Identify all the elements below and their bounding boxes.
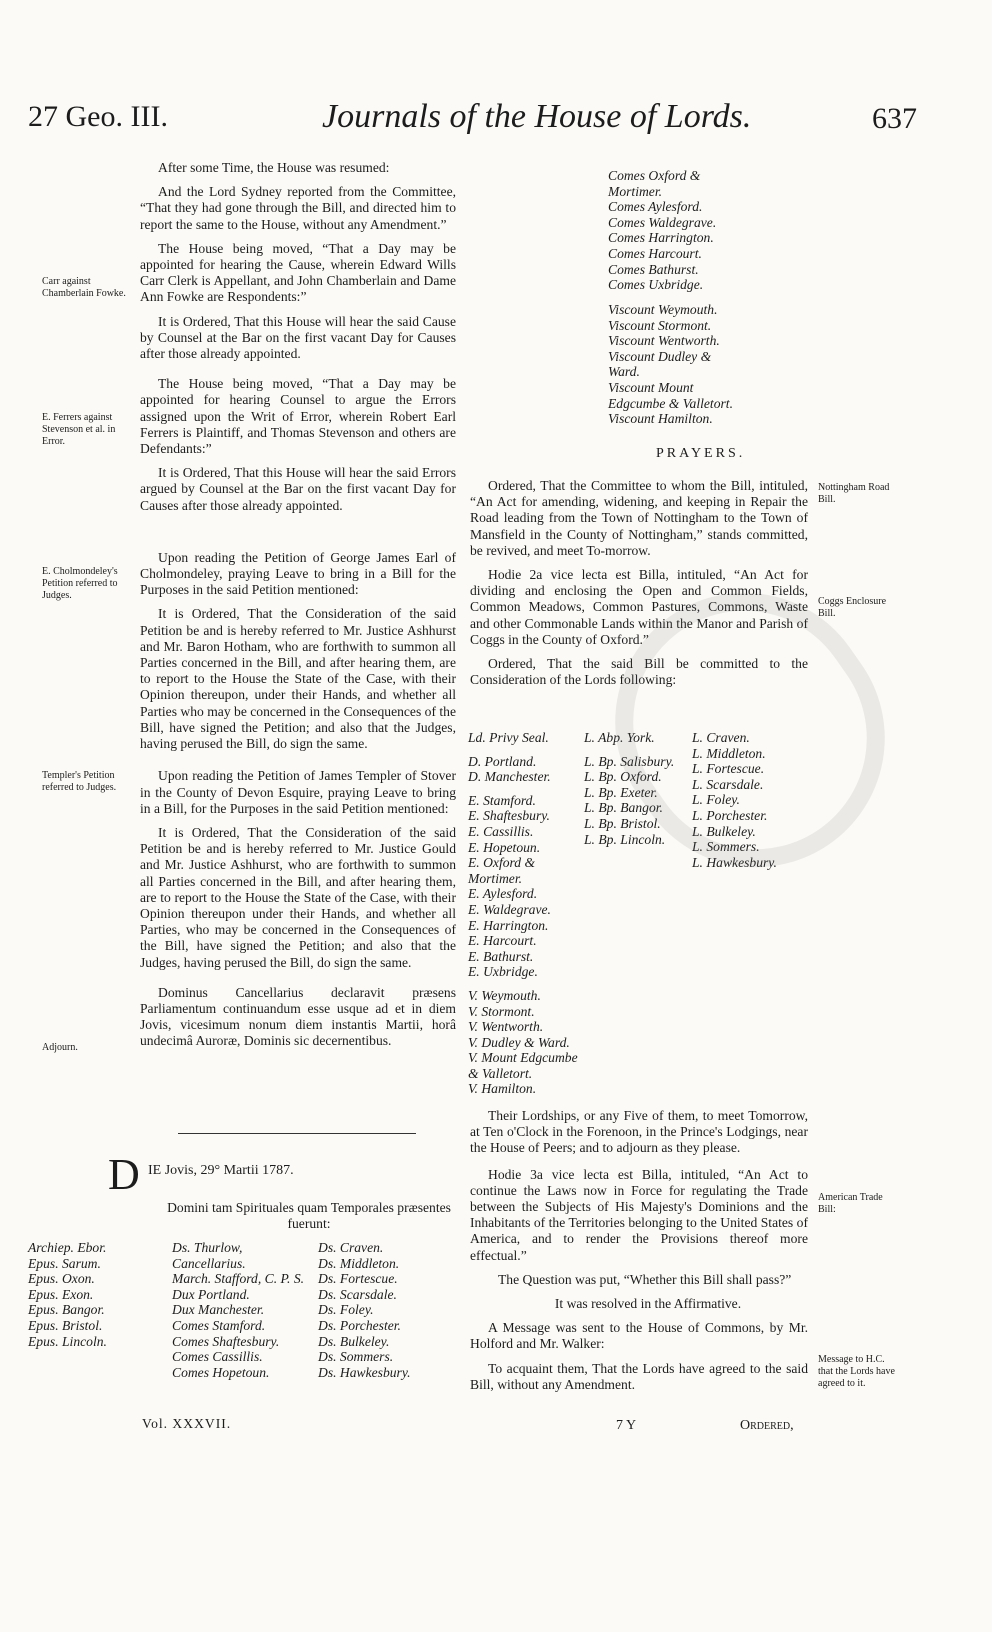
list-item: E. Bathurst. [468, 948, 534, 964]
list-item: Comes Hopetoun. [172, 1364, 270, 1380]
list-item: L. Bp. Salisbury. [584, 753, 675, 769]
list-item: Epus. Oxon. [28, 1271, 95, 1287]
paragraph: Dominus Cancellarius declaravit præsens Parliamentum continuandum esse usque ad et in diem Jovis, vicesimum nonum diem instantis Martii, horâ undecimâ Auroræ, Dominis sic decernentibus. [140, 984, 456, 1049]
list-item: E. Cassillis. [468, 823, 534, 839]
paragraph: Ordered, That the Committee to whom the Bill, intituled, “An Act for amending, widening, and keeping in Repair the Road leading from the Town of Nottingham to the Town of Mansfield in the County of Nottingham,” stands committed, be revived, and meet To-morrow. [470, 478, 808, 558]
paragraph: The Question was put, “Whether this Bill shall pass?” [498, 1271, 792, 1287]
list-item: V. Hamilton. [468, 1081, 537, 1097]
drop-cap: D [108, 1150, 140, 1199]
list-item: Ds. Middleton. [318, 1255, 400, 1271]
paragraph: It is Ordered, That the Consideration of the said Petition be and is hereby referred to Mr. Justice Ashhurst and Mr. Baron Hotham, who are forthwith to summon all Parties concerned in the Bill, and after hearing them, are to report to the House the State of the Case, with their Opinion thereupon, under their Hands, and whether all Parties who may be concerned in the Consequences of the Bill, have signed the Petition; and also that the Judges, having perused the Bill, do sign the same. [140, 606, 456, 752]
attendance-officers-peers [172, 1240, 312, 1380]
paragraph: The House being moved, “That a Day may be appointed for hearing Counsel to argue the Errors assigned upon the Writ of Error, wherein Robert Earl Ferrers is Plaintiff, and Thomas Stevenson and others are Defendants:” [140, 376, 456, 457]
list-item: L. Sommers. [692, 839, 760, 855]
attendance-earls [608, 168, 728, 293]
volume-footer: Vol. XXXVII. [142, 1416, 232, 1431]
list-item: E. Stamford. [468, 792, 536, 808]
list-gap [468, 980, 590, 988]
margin-note: Message to H.C. that the Lords have agreed to it. [818, 1354, 895, 1389]
paragraph: Ordered, That the said Bill be committed to the Consideration of the Lords following: [470, 656, 808, 688]
list-item: Comes Harcourt. [608, 245, 702, 261]
list-item: Viscount Stormont. [608, 317, 712, 333]
right-column-lower [470, 1108, 808, 1401]
list-item: L. Bp. Bangor. [584, 800, 663, 816]
list-item: Comes Shaftesbury. [172, 1333, 280, 1349]
paragraph: It is Ordered, That the Consideration of the said Petition be and is hereby referred to Mr. Justice Gould and Mr. Justice Ashhurst, who are forthwith to summon all Parties concerned in the Bill, and after hearing them, are to report to the House the State of the Case, with their Opinion thereupon under their Hands, and whether all Parties, who may be concerned in the Consequences of the Bill, have signed the Petition; and also that the Judges, having perused the Bill, do sign the same. [140, 824, 456, 970]
list-item: L. Porchester. [692, 807, 768, 823]
list-gap [468, 746, 590, 754]
catchword: Ordered, [740, 1418, 794, 1433]
attendance-barons [318, 1240, 411, 1380]
margin-note: Templer's Petition referred to Judges. [42, 770, 117, 793]
list-item: Comes Bathurst. [608, 261, 699, 277]
list-item: Ld. Privy Seal. [468, 730, 549, 745]
list-item: V. Mount Edgcumbe & Valletort. [468, 1050, 578, 1081]
margin-note: Nottingham Road Bill. [818, 482, 890, 505]
left-column [140, 160, 456, 1058]
list-item: L. Craven. [692, 730, 750, 745]
paragraph: After some Time, the House was resumed: [158, 160, 390, 175]
paragraph: A Message was sent to the House of Commons, by Mr. Holford and Mr. Walker: [470, 1320, 808, 1352]
list-item: L. Scarsdale. [692, 776, 764, 792]
attendance-viscounts [608, 302, 738, 427]
committee-lords-col2 [584, 730, 674, 847]
regnal-year: 27 Geo. III. [28, 100, 168, 133]
list-item: Comes Stamford. [172, 1317, 266, 1333]
paragraph: To acquaint them, That the Lords have agreed to the said Bill, without any Amendment. [470, 1360, 808, 1392]
page-header [0, 92, 992, 148]
paragraph: Hodie 3a vice lecta est Billa, intituled, “An Act to continue the Laws now in Force for regulating the Trade between the Subjects of His Majesty's Dominions and the Inhabitants of the Territories belonging to the United States of America, and to render the Provisions thereof more effectual.” [470, 1166, 808, 1263]
list-item: Ds. Bulkeley. [318, 1333, 390, 1349]
list-item: E. Harcourt. [468, 933, 537, 949]
right-column [470, 478, 808, 696]
list-item: V. Wentworth. [468, 1019, 544, 1035]
paragraph: Upon reading the Petition of James Templer of Stover in the County of Devon Esquire, praying Leave to bring in a Bill, for the Purposes in the said Petition mentioned: [140, 768, 456, 816]
list-item: L. Hawkesbury. [692, 854, 777, 870]
attendance-bishops [28, 1240, 107, 1349]
list-item: March. Stafford, C. P. S. [172, 1271, 305, 1287]
list-item: D. Manchester. [468, 769, 551, 785]
list-item: V. Weymouth. [468, 987, 541, 1003]
list-item: Epus. Bangor. [28, 1302, 105, 1318]
list-item: E. Harrington. [468, 917, 549, 933]
list-item: D. Portland. [468, 753, 537, 769]
paragraph: It was resolved in the Affirmative. [554, 1296, 742, 1312]
list-item: V. Stormont. [468, 1003, 535, 1019]
margin-note: E. Ferrers against Stevenson et al. in Error. [42, 412, 116, 447]
margin-note: Carr against Chamberlain Fowke. [42, 276, 126, 299]
list-item: Viscount Hamilton. [608, 411, 713, 427]
list-item: E. Uxbridge. [468, 964, 538, 980]
section-divider [178, 1133, 416, 1134]
margin-note: Adjourn. [42, 1042, 78, 1053]
margin-note: Coggs Enclosure Bill. [818, 596, 887, 619]
list-item: L. Foley. [692, 792, 740, 808]
paragraph: It is Ordered, That this House will hear the said Cause by Counsel at the Bar on the first vacant Day for Causes after those already appointed. [140, 313, 456, 362]
list-item: L. Middleton. [692, 745, 766, 761]
list-item: L. Bp. Oxford. [584, 769, 662, 785]
list-item: Ds. Foley. [318, 1302, 374, 1318]
list-item: Comes Waldegrave. [608, 214, 717, 230]
list-item: Viscount Wentworth. [608, 333, 720, 349]
committee-lords-col3 [692, 730, 777, 870]
list-item: Ds. Scarsdale. [318, 1286, 397, 1302]
list-item: E. Shaftesbury. [468, 808, 550, 824]
list-item: Comes Oxford & Mortimer. [608, 168, 701, 199]
margin-note: American Trade Bill: [818, 1192, 883, 1215]
list-item: L. Bulkeley. [692, 823, 756, 839]
list-item: Comes Cassillis. [172, 1349, 263, 1365]
journal-title: Journals of the House of Lords. [322, 98, 752, 135]
paragraph: Hodie 2a vice lecta est Billa, intituled, “An Act for dividing and enclosing the Open and Common Fields, Common Meadows, Common Pastures, Commons, Waste and other Commonable Lands within the Manor and Parish of Coggs in the County of Oxford.” [470, 567, 808, 647]
list-item: L. Bp. Lincoln. [584, 831, 666, 847]
margin-note: E. Cholmondeley's Petition referred to Judges. [42, 566, 118, 601]
list-item: Epus. Exon. [28, 1286, 94, 1302]
list-item: Comes Harrington. [608, 230, 714, 246]
list-item: L. Abp. York. [584, 730, 655, 745]
list-item: E. Hopetoun. [468, 839, 541, 855]
list-item: E. Waldegrave. [468, 901, 551, 917]
list-item: E. Oxford & Mortimer. [468, 855, 536, 886]
date-heading: IE Jovis, 29° Martii 1787. [148, 1163, 294, 1178]
paragraph: Upon reading the Petition of George James Earl of Cholmondeley, praying Leave to bring in a Bill for the Purposes in the said Petition mentioned: [140, 549, 456, 598]
list-item: V. Dudley & Ward. [468, 1034, 570, 1050]
paragraph: And the Lord Sydney reported from the Committee, “That they had gone through the Bill, and directed him to report the same to the House, without any Amendment.” [140, 184, 456, 232]
list-item: Ds. Porchester. [318, 1317, 401, 1333]
attendance-heading: Domini tam Spirituales quam Temporales præsentes fuerunt: [167, 1200, 451, 1231]
committee-lords-col1 [468, 730, 590, 1097]
list-item: Comes Uxbridge. [608, 277, 704, 293]
list-item: Comes Aylesford. [608, 199, 703, 215]
prayers-heading: PRAYERS. [656, 446, 746, 461]
list-item: L. Bp. Bristol. [584, 815, 661, 831]
list-item: Epus. Sarum. [28, 1255, 101, 1271]
list-item: Dux Manchester. [172, 1302, 265, 1318]
list-item: Ds. Thurlow, Cancellarius. [172, 1240, 246, 1271]
list-gap [584, 746, 674, 754]
list-gap [468, 785, 590, 793]
list-item: Viscount Mount Edgcumbe & Valletort. [608, 379, 733, 411]
list-item: Ds. Fortescue. [318, 1271, 398, 1287]
list-item: Dux Portland. [172, 1286, 250, 1302]
list-item: L. Fortescue. [692, 761, 765, 777]
list-item: Epus. Lincoln. [28, 1333, 107, 1349]
list-item: Ds. Craven. [318, 1240, 384, 1255]
list-item: Epus. Bristol. [28, 1317, 103, 1333]
list-item: L. Bp. Exeter. [584, 784, 658, 800]
list-item: Ds. Hawkesbury. [318, 1364, 411, 1380]
paragraph: Their Lordships, or any Five of them, to meet Tomorrow, at Ten o'Clock in the Forenoon, in the Prince's Lodgings, near the House of Peers; and to adjourn as they please. [470, 1108, 808, 1156]
paragraph: The House being moved, “That a Day may be appointed for hearing the Cause, wherein Edward Wills Carr Clerk is Appellant, and John Chamberlain and Dame Ann Fowke are Respondents:” [140, 240, 456, 305]
list-item: Ds. Sommers. [318, 1349, 394, 1365]
page-number: 637 [872, 102, 917, 135]
list-item: Archiep. Ebor. [28, 1240, 107, 1255]
paragraph: It is Ordered, That this House will hear the said Errors argued by Counsel at the Bar on the first vacant Day for Causes after those already appointed. [140, 465, 456, 513]
signature-mark: 7 Y [616, 1418, 637, 1433]
list-item: Viscount Weymouth. [608, 302, 718, 317]
list-item: Viscount Dudley & Ward. [608, 348, 712, 380]
list-item: E. Aylesford. [468, 886, 538, 902]
